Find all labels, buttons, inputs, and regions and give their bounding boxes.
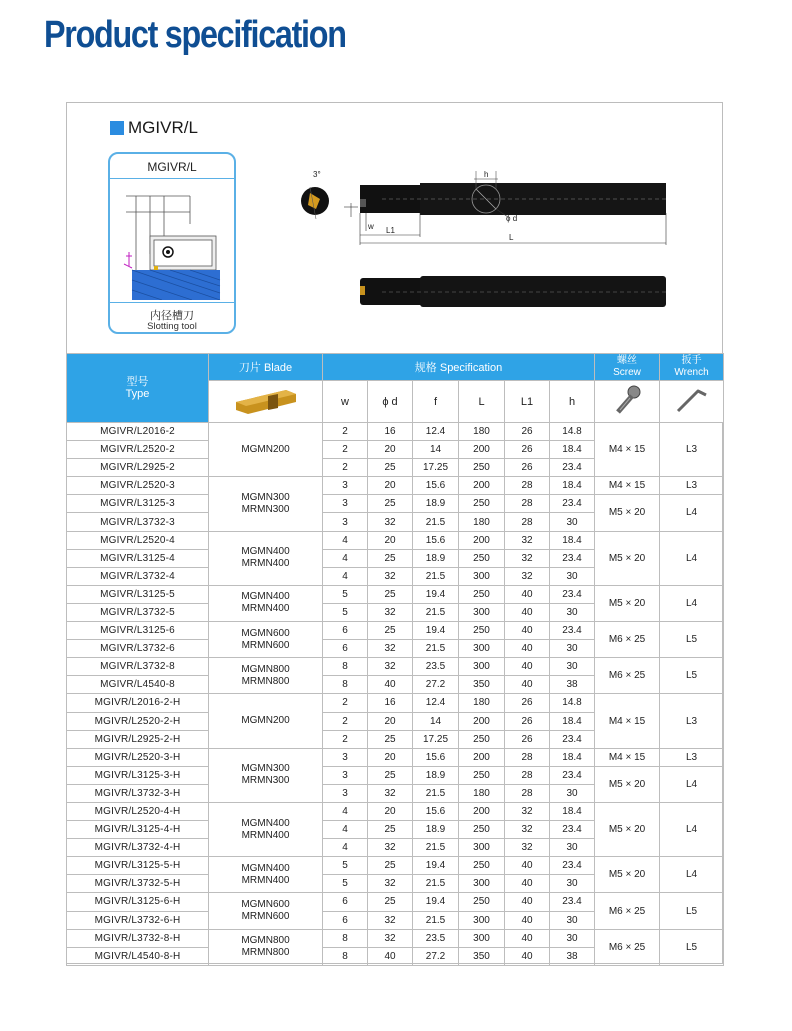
- table-row: [67, 658, 724, 676]
- value-cell-L1: 26: [505, 712, 550, 730]
- value-cell-d: 16: [368, 423, 413, 441]
- model-cell: MGIVR/L2520-3: [67, 477, 209, 495]
- blade-cell: MGMN200: [209, 694, 323, 748]
- value-cell-L1: 28: [505, 766, 550, 784]
- col-L1: L1: [505, 381, 550, 423]
- value-cell-d: 25: [368, 821, 413, 839]
- model-cell: MGIVR/L3732-3: [67, 513, 209, 531]
- value-cell-d: 25: [368, 585, 413, 603]
- value-cell-h: 18.4: [550, 748, 595, 766]
- value-cell-d: 25: [368, 766, 413, 784]
- thumbnail-english-caption: Slotting tool: [147, 321, 197, 332]
- value-cell-w: 2: [323, 459, 368, 477]
- value-cell-f: 19.4: [413, 622, 459, 640]
- screw-cell: M4 × 15: [595, 694, 660, 748]
- value-cell-L: 250: [459, 893, 505, 911]
- value-cell-w: 3: [323, 513, 368, 531]
- value-cell-d: 25: [368, 622, 413, 640]
- value-cell-w: 4: [323, 839, 368, 857]
- wrench-cell: L3: [660, 694, 724, 748]
- value-cell-w: 4: [323, 802, 368, 820]
- value-cell-L: 200: [459, 477, 505, 495]
- value-cell-L: 250: [459, 495, 505, 513]
- value-cell-f: 21.5: [413, 567, 459, 585]
- value-cell-d: 25: [368, 857, 413, 875]
- table-row: [67, 893, 724, 911]
- value-cell-w: 3: [323, 784, 368, 802]
- value-cell-w: 8: [323, 947, 368, 965]
- blade-cell: MGMN200: [209, 423, 323, 477]
- blade-cell: MGMN400 MRMN400: [209, 531, 323, 585]
- value-cell-L: 250: [459, 821, 505, 839]
- wrench-header: 扳手 Wrench: [660, 354, 724, 381]
- thumbnail-chinese-caption: 内径槽刀: [150, 310, 194, 322]
- value-cell-f: 23.5: [413, 929, 459, 947]
- wrench-cell: L4: [660, 802, 724, 856]
- page-title: Product specification: [44, 14, 346, 56]
- value-cell-h: 18.4: [550, 712, 595, 730]
- model-cell: MGIVR/L3125-5: [67, 585, 209, 603]
- wrench-cell: L4: [660, 531, 724, 585]
- value-cell-f: 21.5: [413, 603, 459, 621]
- spec-header: 规格 Specification: [323, 354, 595, 381]
- value-cell-d: 25: [368, 459, 413, 477]
- value-cell-d: 20: [368, 441, 413, 459]
- h-label: h: [484, 170, 489, 179]
- value-cell-L: 250: [459, 549, 505, 567]
- table-row: [67, 585, 724, 603]
- value-cell-h: 23.4: [550, 821, 595, 839]
- value-cell-d: 32: [368, 929, 413, 947]
- value-cell-L1: 40: [505, 947, 550, 965]
- value-cell-d: 40: [368, 676, 413, 694]
- value-cell-w: 6: [323, 622, 368, 640]
- model-cell: MGIVR/L3125-6: [67, 622, 209, 640]
- screw-icon: [610, 384, 644, 416]
- blade-cell: MGMN800 MRMN800: [209, 929, 323, 965]
- blade-cell: MGMN300 MRMN300: [209, 748, 323, 802]
- value-cell-w: 8: [323, 676, 368, 694]
- value-cell-L: 300: [459, 640, 505, 658]
- value-cell-f: 18.9: [413, 821, 459, 839]
- value-cell-h: 18.4: [550, 441, 595, 459]
- wrench-cell: L3: [660, 477, 724, 495]
- value-cell-L1: 32: [505, 531, 550, 549]
- screw-cell: M5 × 20: [595, 766, 660, 802]
- value-cell-d: 32: [368, 839, 413, 857]
- value-cell-f: 15.6: [413, 477, 459, 495]
- value-cell-L1: 26: [505, 423, 550, 441]
- value-cell-L1: 40: [505, 585, 550, 603]
- value-cell-h: 23.4: [550, 857, 595, 875]
- value-cell-L1: 28: [505, 748, 550, 766]
- model-cell: MGIVR/L2016-2-H: [67, 694, 209, 712]
- model-cell: MGIVR/L3125-3-H: [67, 766, 209, 784]
- value-cell-f: 15.6: [413, 531, 459, 549]
- value-cell-L1: 28: [505, 477, 550, 495]
- value-cell-L1: 26: [505, 459, 550, 477]
- wrench-cell: L5: [660, 893, 724, 929]
- table-row: [67, 495, 724, 513]
- value-cell-h: 23.4: [550, 766, 595, 784]
- value-cell-w: 8: [323, 658, 368, 676]
- value-cell-f: 21.5: [413, 784, 459, 802]
- value-cell-L1: 40: [505, 676, 550, 694]
- wrench-cell: L4: [660, 857, 724, 893]
- value-cell-L1: 32: [505, 839, 550, 857]
- model-cell: MGIVR/L3732-6-H: [67, 911, 209, 929]
- value-cell-f: 27.2: [413, 947, 459, 965]
- model-cell: MGIVR/L3732-4-H: [67, 839, 209, 857]
- value-cell-h: 38: [550, 947, 595, 965]
- value-cell-h: 14.8: [550, 694, 595, 712]
- table-row: [67, 766, 724, 784]
- spec-table: [66, 353, 724, 966]
- screw-cell: M6 × 25: [595, 929, 660, 965]
- value-cell-L: 250: [459, 766, 505, 784]
- L-label: L: [509, 233, 514, 242]
- blade-cell: MGMN300 MRMN300: [209, 477, 323, 531]
- value-cell-L: 200: [459, 802, 505, 820]
- model-cell: MGIVR/L3732-8-H: [67, 929, 209, 947]
- model-cell: MGIVR/L2520-4: [67, 531, 209, 549]
- value-cell-h: 38: [550, 676, 595, 694]
- value-cell-L1: 32: [505, 821, 550, 839]
- wrench-cell: L4: [660, 585, 724, 621]
- table-row: [67, 929, 724, 947]
- screw-cell: M4 × 15: [595, 477, 660, 495]
- value-cell-f: 17.25: [413, 459, 459, 477]
- value-cell-L1: 28: [505, 495, 550, 513]
- table-row: [67, 423, 724, 441]
- angle-label: 3°: [313, 170, 321, 179]
- value-cell-d: 40: [368, 947, 413, 965]
- model-cell: MGIVR/L2520-4-H: [67, 802, 209, 820]
- value-cell-L: 300: [459, 929, 505, 947]
- screw-cell: M5 × 20: [595, 585, 660, 621]
- wrench-cell: L3: [660, 423, 724, 477]
- slotting-diagram: [110, 180, 234, 300]
- model-cell: MGIVR/L3125-4: [67, 549, 209, 567]
- value-cell-w: 4: [323, 821, 368, 839]
- value-cell-L1: 40: [505, 640, 550, 658]
- table-row: [67, 694, 724, 712]
- value-cell-d: 32: [368, 567, 413, 585]
- value-cell-h: 14.8: [550, 423, 595, 441]
- wrench-image: [660, 381, 724, 423]
- value-cell-f: 21.5: [413, 513, 459, 531]
- value-cell-L: 300: [459, 911, 505, 929]
- value-cell-L1: 26: [505, 441, 550, 459]
- value-cell-w: 6: [323, 911, 368, 929]
- blade-insert-icon: [230, 384, 302, 416]
- screw-cell: M4 × 15: [595, 748, 660, 766]
- value-cell-f: 18.9: [413, 766, 459, 784]
- screw-cell: M6 × 25: [595, 658, 660, 694]
- screw-cell: M5 × 20: [595, 531, 660, 585]
- value-cell-L: 300: [459, 603, 505, 621]
- value-cell-w: 6: [323, 640, 368, 658]
- value-cell-L: 350: [459, 947, 505, 965]
- model-cell: MGIVR/L3125-5-H: [67, 857, 209, 875]
- value-cell-h: 30: [550, 929, 595, 947]
- value-cell-L1: 40: [505, 893, 550, 911]
- blade-cell: MGMN800 MRMN800: [209, 658, 323, 694]
- wrench-cell: L5: [660, 622, 724, 658]
- value-cell-L1: 26: [505, 694, 550, 712]
- value-cell-L: 350: [459, 676, 505, 694]
- value-cell-L: 200: [459, 748, 505, 766]
- value-cell-w: 6: [323, 893, 368, 911]
- value-cell-L1: 40: [505, 622, 550, 640]
- model-cell: MGIVR/L4540-8: [67, 676, 209, 694]
- thumbnail-title: MGIVR/L: [147, 160, 197, 174]
- table-row: [67, 477, 724, 495]
- model-cell: MGIVR/L3732-6: [67, 640, 209, 658]
- value-cell-L: 250: [459, 585, 505, 603]
- value-cell-L1: 28: [505, 784, 550, 802]
- col-h: h: [550, 381, 595, 423]
- value-cell-d: 20: [368, 477, 413, 495]
- series-heading: [110, 118, 198, 138]
- screw-cell: M5 × 20: [595, 857, 660, 893]
- wrench-cell: L4: [660, 766, 724, 802]
- value-cell-w: 2: [323, 694, 368, 712]
- wrench-icon: [674, 385, 710, 415]
- wrench-cell: L5: [660, 929, 724, 965]
- value-cell-L1: 40: [505, 911, 550, 929]
- screw-cell: M6 × 25: [595, 893, 660, 929]
- value-cell-h: 23.4: [550, 730, 595, 748]
- model-cell: MGIVR/L3732-5: [67, 603, 209, 621]
- model-cell: MGIVR/L3732-3-H: [67, 784, 209, 802]
- value-cell-L1: 28: [505, 513, 550, 531]
- value-cell-d: 20: [368, 712, 413, 730]
- table-row: [67, 802, 724, 820]
- screw-header: 螺丝 Screw: [595, 354, 660, 381]
- value-cell-f: 19.4: [413, 857, 459, 875]
- model-cell: MGIVR/L2925-2: [67, 459, 209, 477]
- value-cell-h: 30: [550, 658, 595, 676]
- value-cell-d: 20: [368, 802, 413, 820]
- value-cell-L1: 40: [505, 603, 550, 621]
- table-row: [67, 748, 724, 766]
- table-row: [67, 622, 724, 640]
- value-cell-L1: 32: [505, 567, 550, 585]
- blade-cell: MGMN400 MRMN400: [209, 857, 323, 893]
- value-cell-L1: 40: [505, 658, 550, 676]
- tool-drawing: [296, 165, 676, 315]
- value-cell-f: 12.4: [413, 694, 459, 712]
- col-L: L: [459, 381, 505, 423]
- blade-header: 刀片 Blade: [209, 354, 323, 381]
- value-cell-w: 8: [323, 929, 368, 947]
- value-cell-L: 250: [459, 730, 505, 748]
- model-cell: MGIVR/L3732-4: [67, 567, 209, 585]
- value-cell-w: 5: [323, 857, 368, 875]
- model-cell: MGIVR/L3732-5-H: [67, 875, 209, 893]
- value-cell-L1: 32: [505, 802, 550, 820]
- value-cell-f: 23.5: [413, 658, 459, 676]
- value-cell-h: 18.4: [550, 531, 595, 549]
- value-cell-w: 3: [323, 477, 368, 495]
- col-w: w: [323, 381, 368, 423]
- value-cell-d: 32: [368, 603, 413, 621]
- model-cell: MGIVR/L3125-6-H: [67, 893, 209, 911]
- value-cell-L1: 32: [505, 549, 550, 567]
- value-cell-w: 2: [323, 730, 368, 748]
- blade-cell: MGMN600 MRMN600: [209, 893, 323, 929]
- value-cell-h: 30: [550, 875, 595, 893]
- value-cell-h: 18.4: [550, 802, 595, 820]
- model-cell: MGIVR/L3125-4-H: [67, 821, 209, 839]
- value-cell-h: 30: [550, 513, 595, 531]
- value-cell-h: 23.4: [550, 893, 595, 911]
- value-cell-f: 21.5: [413, 640, 459, 658]
- value-cell-f: 19.4: [413, 585, 459, 603]
- value-cell-f: 15.6: [413, 802, 459, 820]
- value-cell-w: 2: [323, 712, 368, 730]
- value-cell-d: 32: [368, 784, 413, 802]
- value-cell-h: 30: [550, 784, 595, 802]
- value-cell-d: 25: [368, 730, 413, 748]
- value-cell-f: 15.6: [413, 748, 459, 766]
- value-cell-L: 180: [459, 423, 505, 441]
- value-cell-w: 4: [323, 531, 368, 549]
- blade-image: [209, 381, 323, 423]
- model-cell: MGIVR/L2520-3-H: [67, 748, 209, 766]
- value-cell-L: 300: [459, 658, 505, 676]
- value-cell-h: 30: [550, 640, 595, 658]
- model-cell: MGIVR/L3125-3: [67, 495, 209, 513]
- series-label: MGIVR/L: [128, 118, 198, 137]
- value-cell-h: 23.4: [550, 495, 595, 513]
- tool-thumbnail: [108, 152, 236, 334]
- value-cell-d: 25: [368, 549, 413, 567]
- model-cell: MGIVR/L2520-2: [67, 441, 209, 459]
- value-cell-L1: 40: [505, 929, 550, 947]
- value-cell-w: 4: [323, 567, 368, 585]
- value-cell-w: 4: [323, 549, 368, 567]
- series-square-icon: [110, 121, 124, 135]
- value-cell-w: 3: [323, 766, 368, 784]
- value-cell-d: 25: [368, 893, 413, 911]
- value-cell-h: 23.4: [550, 622, 595, 640]
- value-cell-d: 16: [368, 694, 413, 712]
- wrench-cell: L5: [660, 658, 724, 694]
- value-cell-d: 20: [368, 531, 413, 549]
- value-cell-L: 200: [459, 441, 505, 459]
- value-cell-L: 300: [459, 839, 505, 857]
- screw-cell: M6 × 25: [595, 622, 660, 658]
- value-cell-L1: 40: [505, 875, 550, 893]
- model-cell: MGIVR/L3732-8: [67, 658, 209, 676]
- value-cell-h: 30: [550, 911, 595, 929]
- screw-cell: M4 × 15: [595, 423, 660, 477]
- wrench-cell: L4: [660, 495, 724, 531]
- value-cell-L: 180: [459, 784, 505, 802]
- col-d: ϕ d: [368, 381, 413, 423]
- value-cell-h: 30: [550, 603, 595, 621]
- table-row: [67, 857, 724, 875]
- value-cell-h: 23.4: [550, 459, 595, 477]
- type-header: 型号 Type: [67, 354, 209, 423]
- value-cell-w: 5: [323, 603, 368, 621]
- phi-d-label: ϕ d: [506, 214, 518, 223]
- value-cell-f: 18.9: [413, 495, 459, 513]
- value-cell-w: 2: [323, 423, 368, 441]
- value-cell-f: 18.9: [413, 549, 459, 567]
- w-label: w: [368, 222, 374, 231]
- value-cell-h: 23.4: [550, 549, 595, 567]
- blade-cell: MGMN400 MRMN400: [209, 802, 323, 856]
- value-cell-d: 32: [368, 640, 413, 658]
- value-cell-d: 32: [368, 513, 413, 531]
- value-cell-f: 21.5: [413, 911, 459, 929]
- value-cell-L: 250: [459, 622, 505, 640]
- value-cell-L: 250: [459, 857, 505, 875]
- blade-cell: MGMN600 MRMN600: [209, 622, 323, 658]
- value-cell-f: 14: [413, 712, 459, 730]
- value-cell-d: 20: [368, 748, 413, 766]
- model-cell: MGIVR/L2016-2: [67, 423, 209, 441]
- value-cell-f: 17.25: [413, 730, 459, 748]
- value-cell-d: 32: [368, 658, 413, 676]
- value-cell-h: 18.4: [550, 477, 595, 495]
- value-cell-f: 12.4: [413, 423, 459, 441]
- value-cell-h: 30: [550, 567, 595, 585]
- value-cell-d: 32: [368, 875, 413, 893]
- value-cell-L: 300: [459, 875, 505, 893]
- L1-label: L1: [386, 226, 395, 235]
- value-cell-L1: 26: [505, 730, 550, 748]
- value-cell-d: 32: [368, 911, 413, 929]
- col-f: f: [413, 381, 459, 423]
- screw-cell: M5 × 20: [595, 802, 660, 856]
- value-cell-w: 3: [323, 495, 368, 513]
- value-cell-h: 23.4: [550, 585, 595, 603]
- value-cell-h: 30: [550, 839, 595, 857]
- value-cell-w: 5: [323, 875, 368, 893]
- value-cell-d: 25: [368, 495, 413, 513]
- model-cell: MGIVR/L2925-2-H: [67, 730, 209, 748]
- value-cell-L1: 40: [505, 857, 550, 875]
- value-cell-f: 14: [413, 441, 459, 459]
- model-cell: MGIVR/L4540-8-H: [67, 947, 209, 965]
- model-cell: MGIVR/L2520-2-H: [67, 712, 209, 730]
- value-cell-w: 2: [323, 441, 368, 459]
- screw-cell: M5 × 20: [595, 495, 660, 531]
- screw-image: [595, 381, 660, 423]
- wrench-cell: L3: [660, 748, 724, 766]
- table-row: [67, 531, 724, 549]
- value-cell-L: 180: [459, 513, 505, 531]
- value-cell-L: 200: [459, 531, 505, 549]
- value-cell-L: 300: [459, 567, 505, 585]
- value-cell-w: 3: [323, 748, 368, 766]
- value-cell-f: 27.2: [413, 676, 459, 694]
- value-cell-L: 180: [459, 694, 505, 712]
- value-cell-w: 5: [323, 585, 368, 603]
- value-cell-f: 21.5: [413, 875, 459, 893]
- blade-cell: MGMN400 MRMN400: [209, 585, 323, 621]
- value-cell-L: 250: [459, 459, 505, 477]
- value-cell-f: 21.5: [413, 839, 459, 857]
- value-cell-L: 200: [459, 712, 505, 730]
- value-cell-f: 19.4: [413, 893, 459, 911]
